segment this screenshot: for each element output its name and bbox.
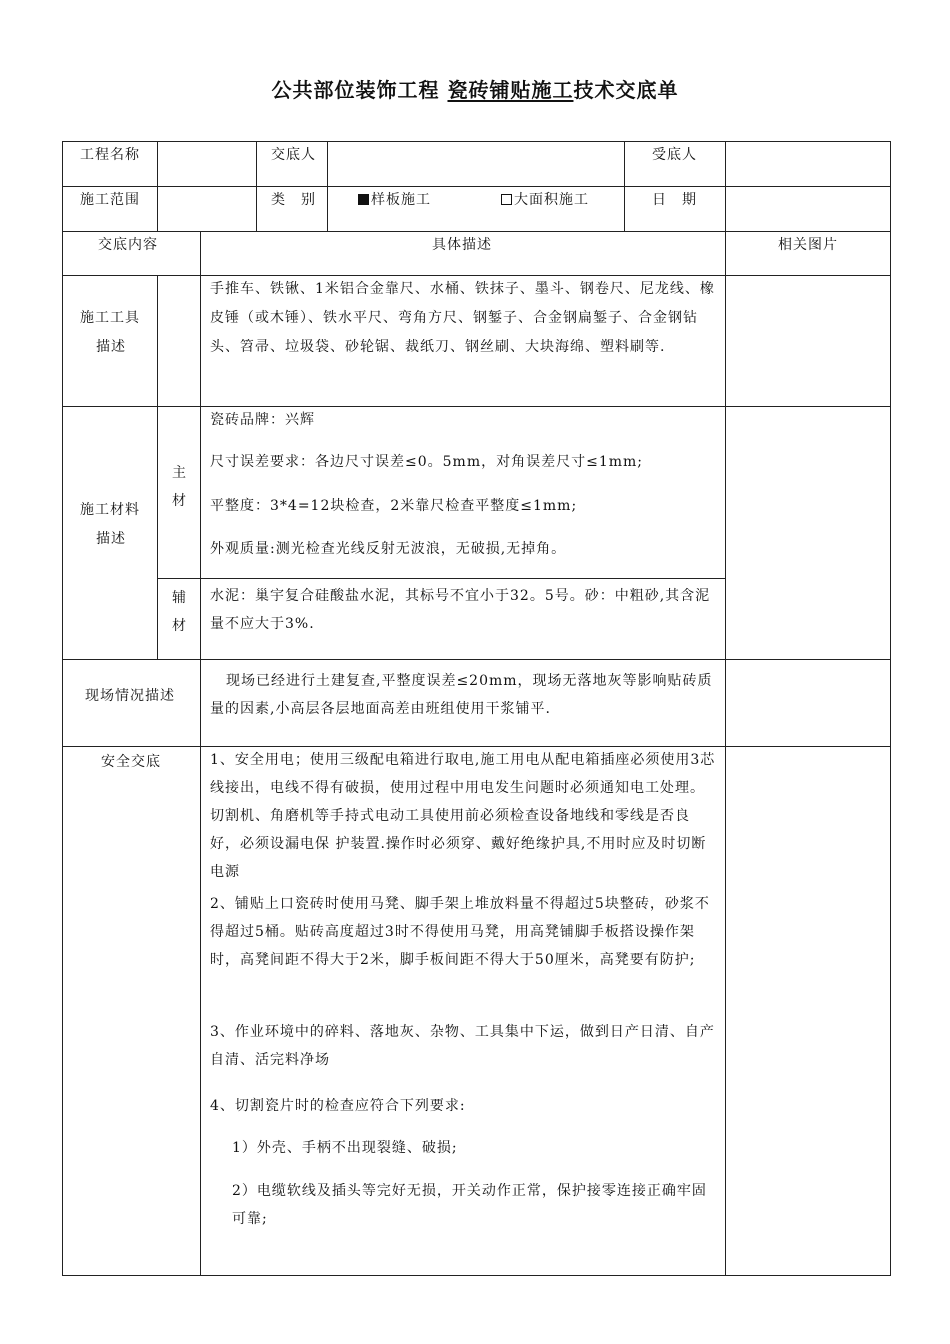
category-label: 类 别 [271, 192, 316, 208]
tools-label-line2: 描述 [96, 339, 126, 355]
site-text: 现场已经进行土建复查,平整度误差≤20mm，现场无落地灰等影响贴砖质量的因素,小高层各层地面高差由班组使用干浆铺平. [210, 673, 713, 717]
tools-label-line1: 施工工具 [80, 310, 140, 326]
column-description-header: 具体描述 [432, 237, 492, 253]
main-material-label-2: 材 [172, 493, 187, 509]
safety-label: 安全交底 [101, 754, 161, 770]
main-material-brand: 瓷砖品牌：兴辉 [210, 412, 315, 428]
option-sample[interactable]: 样板施工 [358, 190, 431, 210]
column-images-header: 相关图片 [778, 237, 838, 253]
unchecked-box-icon [501, 194, 512, 205]
aux-material-label-2: 材 [172, 618, 187, 634]
materials-label-line2: 描述 [96, 531, 126, 547]
project-name-label: 工程名称 [80, 147, 140, 163]
safety-item-4: 4、切割瓷片时的检查应符合下列要求: [210, 1098, 466, 1114]
main-material-size: 尺寸误差要求：各边尺寸误差≤0。5mm，对角误差尺寸≤1mm; [210, 454, 643, 470]
document-title: 公共部位装饰工程 瓷砖铺贴施工技术交底单 [271, 78, 679, 102]
safety-item-3: 3、作业环境中的碎料、落地灰、杂物、工具集中下运，做到日产日清、自产自清、活完料净场 [210, 1024, 715, 1068]
main-material-flatness: 平整度：3*4=12块检查，2米靠尺检查平整度≤1mm; [210, 498, 578, 514]
safety-item-4-1: 1）外壳、手柄不出现裂缝、破损; [232, 1140, 458, 1156]
checked-box-icon [358, 194, 369, 205]
main-material-label-1: 主 [172, 465, 187, 481]
safety-item-2: 2、铺贴上口瓷砖时使用马凳、脚手架上堆放料量不得超过5块整砖，砂浆不得超过5桶。贴砖高度超过3时不得使用马凳，用高凳铺脚手板搭设操作架时，高凳间距不得大于2米，脚手板间距不得大于50厘米，高凳要有防护; [210, 896, 710, 968]
site-label: 现场情况描述 [85, 688, 175, 704]
materials-label-line1: 施工材料 [80, 502, 140, 518]
safety-item-4-2: 2）电缆软线及插头等完好无损，开关动作正常，保护接零连接正确牢固可靠; [232, 1183, 707, 1227]
aux-material-label-1: 辅 [172, 590, 187, 606]
column-content-header: 交底内容 [98, 237, 158, 253]
aux-material-text: 水泥：巢宇复合硅酸盐水泥，其标号不宜小于32。5号。砂：中粗砂,其含泥量不应大于3%. [210, 588, 711, 632]
receiver-label: 受底人 [652, 147, 697, 163]
main-material-appearance: 外观质量:测光检查光线反射无波浪，无破损,无掉角。 [210, 541, 567, 557]
safety-item-1: 1、安全用电；使用三级配电箱进行取电,施工用电从配电箱插座必须使用3芯线接出，电线不得有破损，使用过程中用电发生问题时必须通知电工处理。切割机、角磨机等手持式电动工具使用前必须检查设备地线和零线是否良好，必须设漏电保 护装置.操作时必须穿、戴好绝缘护具,不用时应及时切断电源 [210, 752, 716, 880]
tools-description: 手推车、铁锹、1米铝合金靠尺、水桶、铁抹子、墨斗、钢卷尺、尼龙线、橡皮锤（或木锤）、铁水平尺、弯角方尺、钢錾子、合金钢扁錾子、合金钢钻头、笤帚、垃圾袋、砂轮锯、裁纸刀、钢丝刷、大块海绵、塑料刷等. [210, 281, 715, 355]
scope-label: 施工范围 [80, 192, 140, 208]
handover-by-label: 交底人 [271, 147, 316, 163]
option-large-area[interactable]: 大面积施工 [501, 190, 589, 210]
date-label: 日 期 [652, 192, 697, 208]
